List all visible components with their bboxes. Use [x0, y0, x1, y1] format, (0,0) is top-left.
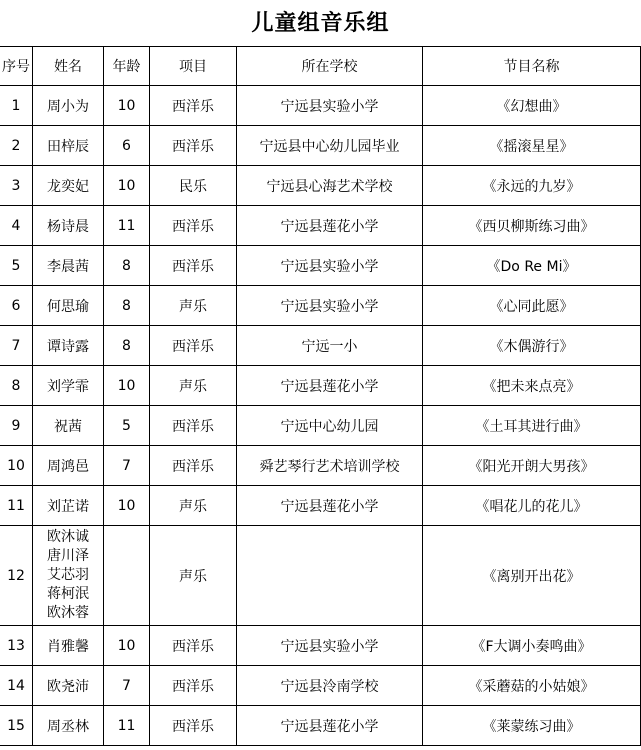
cell-age: 11 [104, 706, 150, 746]
cell-age: 10 [104, 166, 150, 206]
cell-name: 欧尧沛 [33, 666, 104, 706]
table-row-group [0, 526, 641, 626]
cell-age: 7 [104, 666, 150, 706]
cell-item: 西洋乐 [150, 86, 237, 126]
table-row [0, 666, 641, 706]
cell-name: 李晨茜 [33, 246, 104, 286]
table-row [0, 706, 641, 746]
cell-item: 西洋乐 [150, 326, 237, 366]
cell-names [33, 526, 104, 626]
table-row [0, 366, 641, 406]
cell-age: 8 [104, 326, 150, 366]
cell-age: 10 [104, 86, 150, 126]
header-name: 姓名 [33, 47, 104, 86]
cell-school: 宁远县实验小学 [237, 626, 423, 666]
cell-name: 肖雅馨 [33, 626, 104, 666]
cell-no: 12 [0, 526, 33, 626]
cell-program: 《Do Re Mi》 [423, 246, 641, 286]
page-title: 儿童组音乐组 [251, 10, 390, 36]
cell-no: 8 [0, 366, 33, 406]
cell-item: 声乐 [150, 526, 237, 626]
cell-item: 西洋乐 [150, 246, 237, 286]
member-name: 唐川泽 [47, 548, 89, 564]
cell-age: 10 [104, 626, 150, 666]
cell-no: 10 [0, 446, 33, 486]
cell-school: 宁远一小 [237, 326, 423, 366]
cell-program: 《木偶游行》 [423, 326, 641, 366]
cell-school: 宁远县泠南学校 [237, 666, 423, 706]
cell-school: 宁远县实验小学 [237, 246, 423, 286]
cell-name: 刘学霏 [33, 366, 104, 406]
cell-program: 《采蘑菇的小姑娘》 [423, 666, 641, 706]
cell-school [237, 526, 423, 626]
member-name: 艾芯羽 [47, 567, 89, 583]
cell-no: 2 [0, 126, 33, 166]
cell-school: 宁远县实验小学 [237, 286, 423, 326]
cell-no: 14 [0, 666, 33, 706]
cell-item: 西洋乐 [150, 666, 237, 706]
cell-item: 声乐 [150, 366, 237, 406]
cell-name: 田梓辰 [33, 126, 104, 166]
cell-school: 宁远县中心幼儿园毕业 [237, 126, 423, 166]
cell-age: 11 [104, 206, 150, 246]
cell-no: 5 [0, 246, 33, 286]
cell-program: 《幻想曲》 [423, 86, 641, 126]
cell-no: 15 [0, 706, 33, 746]
header-item: 项目 [150, 47, 237, 86]
cell-no: 1 [0, 86, 33, 126]
table-row [0, 86, 641, 126]
cell-program: 《心同此愿》 [423, 286, 641, 326]
cell-program: 《西贝柳斯练习曲》 [423, 206, 641, 246]
cell-program: 《土耳其进行曲》 [423, 406, 641, 446]
cell-item: 西洋乐 [150, 406, 237, 446]
table-row [0, 166, 641, 206]
table-row [0, 406, 641, 446]
cell-item: 西洋乐 [150, 126, 237, 166]
cell-item: 西洋乐 [150, 206, 237, 246]
cell-school: 宁远县莲花小学 [237, 706, 423, 746]
cell-age: 5 [104, 406, 150, 446]
cell-school: 宁远县莲花小学 [237, 366, 423, 406]
cell-age: 8 [104, 246, 150, 286]
cell-school: 宁远县心海艺术学校 [237, 166, 423, 206]
cell-no: 4 [0, 206, 33, 246]
cell-name: 刘芷诺 [33, 486, 104, 526]
cell-program: 《离别开出花》 [423, 526, 641, 626]
cell-no: 9 [0, 406, 33, 446]
cell-school: 宁远县莲花小学 [237, 486, 423, 526]
cell-age: 6 [104, 126, 150, 166]
table-row [0, 126, 641, 166]
cell-name: 周丞林 [33, 706, 104, 746]
cell-item: 西洋乐 [150, 626, 237, 666]
cell-no: 6 [0, 286, 33, 326]
cell-program: 《F大调小奏鸣曲》 [423, 626, 641, 666]
table-row [0, 626, 641, 666]
cell-name: 祝茜 [33, 406, 104, 446]
cell-school: 宁远县实验小学 [237, 86, 423, 126]
cell-program: 《阳光开朗大男孩》 [423, 446, 641, 486]
cell-program: 《把未来点亮》 [423, 366, 641, 406]
cell-school: 宁远中心幼儿园 [237, 406, 423, 446]
header-age: 年龄 [104, 47, 150, 86]
cell-age: 10 [104, 366, 150, 406]
table-row [0, 446, 641, 486]
header-row [0, 47, 641, 86]
cell-item: 声乐 [150, 286, 237, 326]
cell-age [104, 526, 150, 626]
cell-program: 《莱蒙练习曲》 [423, 706, 641, 746]
member-name: 蒋柯泯 [47, 586, 89, 602]
cell-program: 《永远的九岁》 [423, 166, 641, 206]
cell-no: 3 [0, 166, 33, 206]
table-row [0, 486, 641, 526]
cell-item: 民乐 [150, 166, 237, 206]
header-no: 序号 [0, 47, 33, 86]
header-school: 所在学校 [237, 47, 423, 86]
roster-table [0, 46, 641, 746]
cell-no: 11 [0, 486, 33, 526]
member-name: 欧沐蓉 [47, 605, 89, 621]
cell-item: 西洋乐 [150, 706, 237, 746]
header-program: 节目名称 [423, 47, 641, 86]
member-name: 欧沐诚 [47, 529, 89, 545]
cell-age: 10 [104, 486, 150, 526]
cell-school: 宁远县莲花小学 [237, 206, 423, 246]
cell-item: 声乐 [150, 486, 237, 526]
cell-name: 周鸿邑 [33, 446, 104, 486]
cell-no: 7 [0, 326, 33, 366]
cell-name: 龙奕妃 [33, 166, 104, 206]
cell-item: 西洋乐 [150, 446, 237, 486]
table-row [0, 326, 641, 366]
cell-program: 《摇滚星星》 [423, 126, 641, 166]
table-row [0, 206, 641, 246]
cell-name: 周小为 [33, 86, 104, 126]
cell-name: 杨诗晨 [33, 206, 104, 246]
cell-name: 何思瑜 [33, 286, 104, 326]
cell-program: 《唱花儿的花儿》 [423, 486, 641, 526]
table-row [0, 286, 641, 326]
cell-no: 13 [0, 626, 33, 666]
table-row [0, 246, 641, 286]
cell-age: 7 [104, 446, 150, 486]
cell-age: 8 [104, 286, 150, 326]
cell-school: 舜艺琴行艺术培训学校 [237, 446, 423, 486]
cell-name: 谭诗露 [33, 326, 104, 366]
